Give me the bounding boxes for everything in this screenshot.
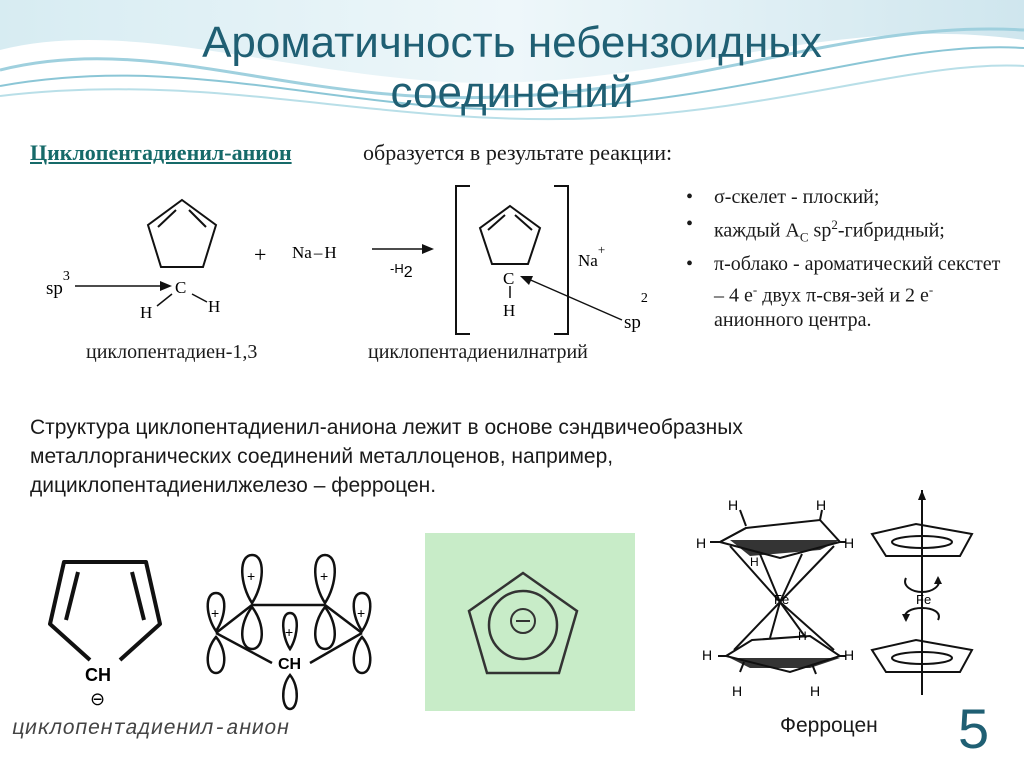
h-atom-2: H (816, 497, 827, 513)
paragraph-line-3: дициклопентадиенилжелезо – ферроцен. (30, 474, 437, 497)
cyclopentadiene-ring (148, 200, 216, 267)
anion-formula-figure (20, 550, 200, 710)
h-atom-5: H (750, 555, 759, 569)
bracket-right (554, 186, 568, 334)
paragraph-line-2: металлорганических соединений металлоценов, например, (30, 445, 614, 468)
c-right-label: C (503, 269, 515, 288)
orbital-sign-4: + (357, 605, 366, 621)
paragraph-line-1: Структура циклопентадиенил-аниона лежит в основе сэндвичеобразных (30, 416, 743, 439)
title-line-1: Ароматичность небензоидных (202, 18, 822, 67)
h-atom-10: H (810, 683, 821, 699)
page-title (0, 18, 1024, 118)
h-atom-7: H (702, 647, 713, 663)
orbital-sign-5: + (285, 624, 294, 640)
sp2-label: $sp^2$ (624, 291, 648, 333)
reactant-label: циклопентадиен-1,3 (86, 341, 258, 363)
h-atom-1: H (728, 497, 739, 513)
h-atom-3: H (696, 535, 707, 551)
reaction-arrowhead (422, 244, 434, 254)
ferrocene-structure (690, 490, 1000, 705)
minus-h2-label: -H2 (390, 261, 413, 281)
product-label: циклопентадиенилнатрий (368, 341, 588, 363)
ch-label: CH (85, 665, 111, 685)
bullet-hybrid: • каждый $А_С$ $sp^2$-гибридный; (682, 212, 1012, 250)
p-orbital-figure (200, 545, 400, 715)
h-left-label-2: H (208, 297, 221, 316)
properties-list (682, 185, 1012, 335)
h-atom-8: H (844, 647, 855, 663)
bracket-left (456, 186, 470, 334)
na-plus-label: Na+ (578, 242, 606, 270)
bullet-pi-cloud: • π-облако - ароматический секстет – 4 е- двух π-свя-зей и 2 е- анионного центра. (682, 252, 1012, 334)
orbital-sign-3: + (211, 605, 220, 621)
bond-ch-right (192, 294, 207, 302)
bond-ch-left (157, 294, 172, 306)
title-line-2: соединений (390, 68, 634, 117)
sp3-arrowhead (160, 281, 172, 291)
aromatic-ring-panel (425, 533, 635, 711)
sp2-arrow (526, 278, 622, 320)
reaction-scheme (0, 170, 680, 360)
anion-charge-sign: ⊖ (90, 689, 106, 710)
h-atom-9: H (732, 683, 743, 699)
h-left-label-1: H (140, 303, 153, 322)
na-h-label: Na – H (292, 243, 337, 262)
subtitle-keyword: Циклопентадиенил-анион (30, 140, 292, 165)
orbital-sign-1: + (247, 568, 256, 584)
ch-orbital-label: CH (278, 656, 302, 673)
plus-sign: + (254, 242, 267, 267)
anion-ring (480, 206, 540, 264)
anion-caption: циклопентадиенил-анион (12, 718, 290, 741)
h-atom-6: H (798, 629, 807, 643)
page-number: 5 (958, 697, 990, 760)
c-left-label: C (175, 278, 187, 297)
fe-label: Fe (774, 592, 790, 607)
h-atom-4: H (844, 535, 855, 551)
ferrocene-caption: Ферроцен (780, 714, 878, 737)
orbital-sign-2: + (320, 568, 329, 584)
bullet-sigma: • σ-скелет - плоский; (682, 185, 1012, 210)
fe-label-2: Fe (916, 592, 932, 607)
sp3-label: $sp^3$ (46, 269, 70, 299)
h-right-label: H (503, 301, 516, 320)
description-paragraph (30, 413, 930, 500)
subtitle-text: образуется в результате реакции: (363, 140, 673, 165)
